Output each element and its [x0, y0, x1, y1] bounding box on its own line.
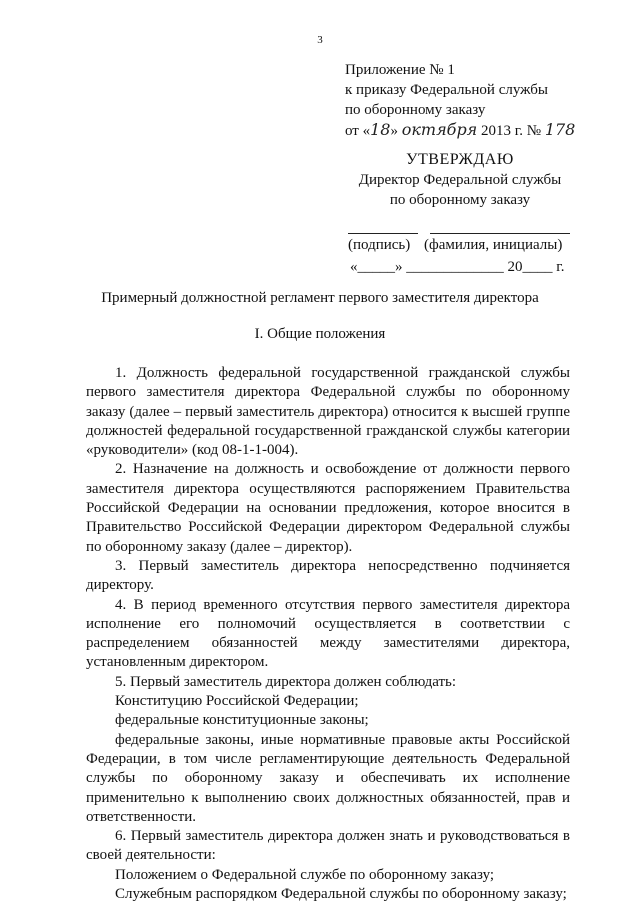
date-mid: » — [390, 123, 398, 139]
approval-line-2: по оборонному заказу — [389, 192, 531, 208]
document-body — [86, 364, 570, 904]
paragraph-3: 3. Первый заместитель директора непосредственно подчиняется директору. — [86, 557, 570, 594]
signature-line — [348, 233, 418, 234]
paragraph-4: 4. В период временного отсутствия первого заместителя директора исполнение его полномочий осуществляется в соответствии с распределением обязанностей между заместителями директора, установленным директором. — [86, 596, 570, 671]
appendix-date-line — [345, 120, 575, 141]
paragraph-2: 2. Назначение на должность и освобождение от должности первого заместителя директора осуществляются распоряжением Правительства Российской Федерации на основании предложения, которое вносится в Правительство Российской Федерации директором Федеральной службы по оборонному заказу (далее – директор). — [86, 461, 570, 555]
section-title: I. Общие положения — [254, 326, 386, 342]
list-item-regulation: Положением о Федеральной службе по оборонному заказу; — [115, 866, 495, 883]
page-number: 3 — [317, 34, 323, 46]
approval-date-line: «_____» _____________ 20____ г. — [350, 259, 565, 275]
appendix-line-1: Приложение № 1 — [345, 62, 455, 78]
list-item-service-routine: Служебным распорядком Федеральной службы по оборонному заказу; — [115, 886, 567, 903]
paragraph-5: 5. Первый заместитель директора должен соблюдать: — [115, 673, 457, 690]
handwritten-month: октября — [401, 120, 478, 139]
paragraph-1: 1. Должность федеральной государственной гражданской службы первого заместителя директора Федеральной службы по оборонному заказу (далее – первый заместитель директора) относится к высшей группе должностей федеральной государственной гражданской службы категории «руководители» (код 08-1-1-004). — [86, 365, 570, 459]
date-year: 2013 г. № — [481, 123, 542, 139]
name-line — [430, 233, 570, 234]
list-item-federal-laws: федеральные законы, иные нормативные правовые акты Российской Федерации, в том числе регламентирующие деятельность Федеральной службы по оборонному заказу и обеспечивать их исполнение применительно к выполнению своих должностных обязанностей, прав и ответственности. — [86, 731, 570, 825]
approval-block — [345, 150, 575, 210]
signature-labels — [348, 237, 562, 254]
signature-label: (подпись) — [348, 237, 411, 253]
name-label: (фамилия, инициалы) — [424, 237, 563, 253]
handwritten-day: 18 — [370, 120, 391, 139]
date-prefix: от « — [345, 123, 371, 139]
paragraph-6: 6. Первый заместитель директора должен знать и руководствоваться в своей деятельности: — [86, 828, 570, 864]
appendix-line-2: к приказу Федеральной службы — [345, 82, 549, 98]
handwritten-order-number: 178 — [544, 120, 576, 139]
approval-title: УТВЕРЖДАЮ — [406, 151, 514, 168]
appendix-block — [345, 60, 575, 141]
list-item-constitution: Конституцию Российской Федерации; — [115, 693, 359, 710]
approval-line-1: Директор Федеральной службы — [358, 172, 562, 188]
list-item-constitutional-laws: федеральные конституционные законы; — [115, 712, 369, 729]
document-title: Примерный должностной регламент первого заместителя директора — [101, 290, 539, 306]
appendix-line-3: по оборонному заказу — [345, 102, 486, 118]
